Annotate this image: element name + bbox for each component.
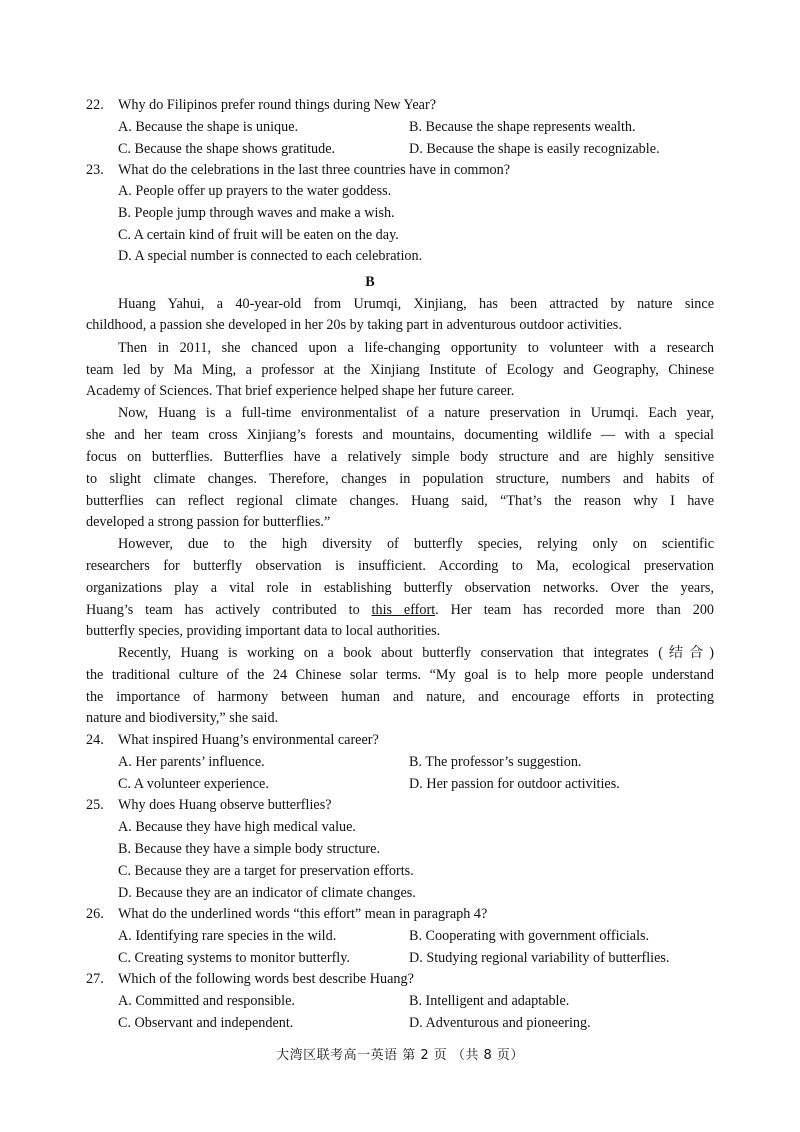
question-text: Why does Huang observe butterflies? — [118, 797, 332, 813]
option-a: A. Her parents’ influence. — [118, 754, 265, 770]
option-d: D. Adventurous and pioneering. — [409, 1015, 591, 1031]
option-d: D. A special number is connected to each celebration. — [118, 248, 423, 264]
question-text: Why do Filipinos prefer round things during New Year? — [118, 97, 436, 113]
passage-line: Academy of Sciences. That brief experience helped shape her future career. — [86, 383, 515, 399]
option-b: B. Because they have a simple body structure. — [118, 841, 380, 857]
option-b: B. The professor’s suggestion. — [409, 754, 582, 770]
passage-line: nature and biodiversity,” she said. — [86, 710, 279, 726]
option-d: D. Studying regional variability of butterflies. — [409, 950, 670, 966]
passage-line: researchers for butterfly observation is insufficient. According to Ma, ecological preservation — [86, 558, 714, 574]
passage-line: the traditional culture of the 24 Chinese solar terms. “My goal is to help more people understand — [86, 667, 714, 683]
question-text: Which of the following words best describe Huang? — [118, 971, 414, 987]
passage-line-with-underline — [86, 600, 714, 620]
option-c: C. Observant and independent. — [118, 1015, 294, 1031]
passage-line: butterflies can reflect regional climate changes. Huang said, “That’s the reason why I have — [86, 493, 714, 509]
passage-line: the importance of harmony between human and nature, and encourage efforts in protecting — [86, 689, 714, 705]
passage-line: developed a strong passion for butterflies.” — [86, 514, 331, 530]
passage-text: Huang’s team has actively contributed to — [86, 602, 372, 618]
option-c: C. Because the shape shows gratitude. — [118, 141, 336, 157]
passage-line: butterfly species, providing important data to local authorities. — [86, 623, 441, 639]
passage-line: Recently, Huang is working on a book about butterfly conservation that integrates (结合) — [118, 645, 714, 661]
question-number: 23. — [86, 162, 104, 178]
option-a: A. Because they have high medical value. — [118, 819, 356, 835]
option-d: D. Because they are an indicator of climate changes. — [118, 885, 416, 901]
option-b: B. People jump through waves and make a wish. — [118, 205, 395, 221]
option-c: C. A certain kind of fruit will be eaten on the day. — [118, 227, 399, 243]
question-number: 22. — [86, 97, 104, 113]
question-number: 24. — [86, 732, 104, 748]
question-number: 25. — [86, 797, 104, 813]
option-c: C. Creating systems to monitor butterfly. — [118, 950, 350, 966]
passage-line: Now, Huang is a full-time environmentalist of a nature preservation in Urumqi. Each year, — [118, 405, 714, 421]
question-text: What inspired Huang’s environmental career? — [118, 732, 379, 748]
option-b: B. Cooperating with government officials. — [409, 928, 650, 944]
option-b: B. Intelligent and adaptable. — [409, 993, 570, 1009]
question-number: 27. — [86, 971, 104, 987]
passage-line: childhood, a passion she developed in her 20s by taking part in adventurous outdoor activities. — [86, 317, 622, 333]
option-a: A. Identifying rare species in the wild. — [118, 928, 337, 944]
passage-line: Then in 2011, she chanced upon a life-changing opportunity to volunteer with a research — [118, 340, 714, 356]
passage-line: to slight climate changes. Therefore, changes in population structure, numbers and habits of — [86, 471, 714, 487]
option-c: C. A volunteer experience. — [118, 776, 269, 792]
passage-text: . Her team has recorded more than 200 — [435, 602, 715, 618]
section-heading: B — [365, 274, 375, 290]
passage-line: team led by Ma Ming, a professor at the Xinjiang Institute of Ecology and Geography, Chinese — [86, 362, 714, 378]
option-a: A. People offer up prayers to the water goddess. — [118, 183, 392, 199]
question-text: What do the celebrations in the last three countries have in common? — [118, 162, 510, 178]
option-d: D. Her passion for outdoor activities. — [409, 776, 620, 792]
question-text: What do the underlined words “this effort” mean in paragraph 4? — [118, 906, 488, 922]
passage-line: However, due to the high diversity of butterfly species, relying only on scientific — [118, 536, 714, 552]
passage-line: organizations play a vital role in establishing butterfly observation networks. Over the years, — [86, 580, 714, 596]
underlined-phrase: this effort — [371, 602, 436, 618]
question-number: 26. — [86, 906, 104, 922]
page-footer: 大湾区联考高一英语 第 2 页 （共 8 页） — [276, 1048, 524, 1063]
option-a: A. Committed and responsible. — [118, 993, 295, 1009]
option-a: A. Because the shape is unique. — [118, 119, 299, 135]
option-d: D. Because the shape is easily recognizable. — [409, 141, 660, 157]
passage-line: she and her team cross Xinjiang’s forests and mountains, documenting wildlife — with a special — [86, 427, 714, 443]
passage-line: focus on butterflies. Butterflies have a relatively simple body structure and are highly sensitive — [86, 449, 714, 465]
option-c: C. Because they are a target for preservation efforts. — [118, 863, 414, 879]
passage-line: Huang Yahui, a 40-year-old from Urumqi, Xinjiang, has been attracted by nature since — [118, 296, 714, 312]
option-b: B. Because the shape represents wealth. — [409, 119, 636, 135]
